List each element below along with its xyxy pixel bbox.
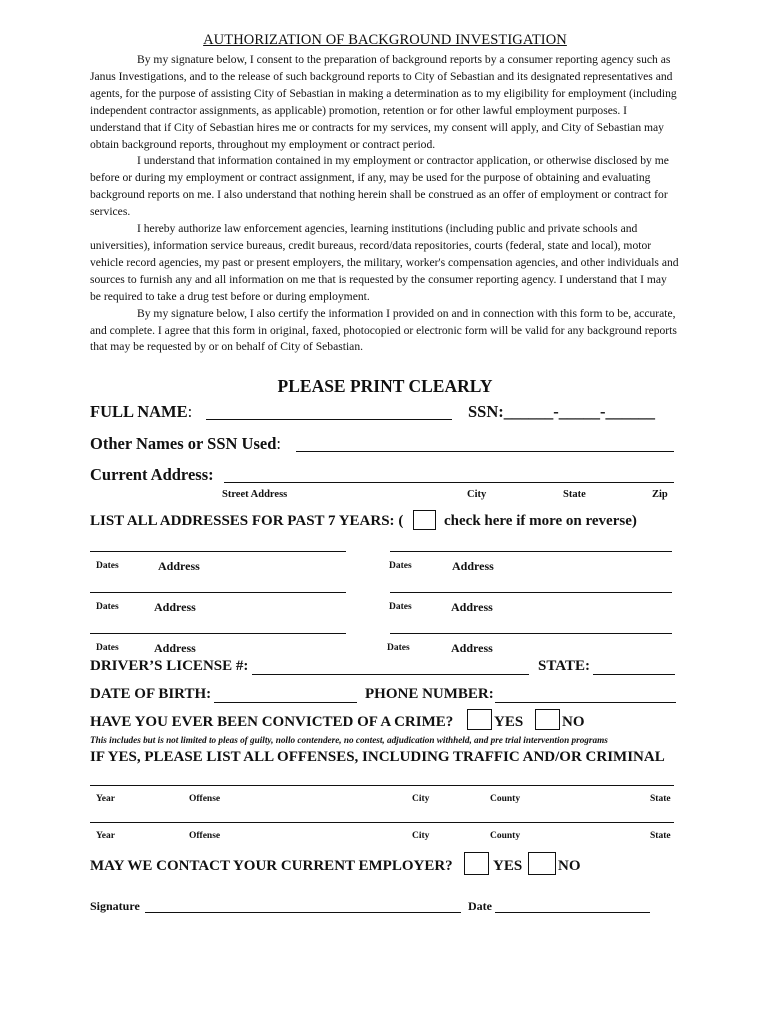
other-names-field[interactable] — [296, 451, 674, 452]
address-caption: Address — [452, 559, 494, 573]
year-caption: Year — [96, 831, 115, 841]
contact-employer-question: MAY WE CONTACT YOUR CURRENT EMPLOYER? — [90, 858, 453, 874]
address-caption: Address — [154, 600, 196, 614]
other-names-label: Other Names or SSN Used: — [90, 434, 281, 453]
dob-label: DATE OF BIRTH: — [90, 686, 212, 702]
contact-yes-checkbox[interactable] — [464, 852, 489, 875]
check-more-label: check here if more on reverse) — [444, 513, 637, 529]
drivers-license-field[interactable] — [252, 674, 529, 675]
phone-field[interactable] — [495, 702, 676, 703]
dob-field[interactable] — [214, 702, 357, 703]
consent-paragraph-1: By my signature below, I consent to the preparation of background reports by a consumer reporting agency such as Janus Investigations, and to the release of such background reports to City of Sebastian and its designated representatives and agents, for the purpose of assisting City of Sebastian in making a determination as to my eligibility for employment (including independent contractor assignments, as applicable) promotion, retention or for other lawful employment purposes. I understand that if City of Sebastian hires me or contracts for my services, my consent will apply, and City of Sebastian may obtain background reports, throughout my employment or contract period. — [90, 53, 677, 151]
address-caption: Address — [158, 559, 200, 573]
form-title: AUTHORIZATION OF BACKGROUND INVESTIGATION — [203, 32, 567, 48]
current-address-field[interactable] — [224, 482, 674, 483]
offense-line-2[interactable] — [90, 822, 674, 823]
current-address-label: Current Address: — [90, 465, 214, 484]
offense-caption: Offense — [189, 831, 221, 841]
address-line-1[interactable] — [90, 551, 346, 552]
convicted-no-checkbox[interactable] — [535, 709, 560, 730]
date-field[interactable] — [495, 912, 650, 913]
county-caption: County — [490, 831, 521, 841]
drivers-license-label: DRIVER’S LICENSE #: — [90, 658, 249, 674]
address-line-5[interactable] — [90, 633, 346, 634]
convicted-question: HAVE YOU EVER BEEN CONVICTED OF A CRIME? — [90, 714, 454, 730]
dates-caption: Dates — [389, 602, 412, 612]
list-addresses-label: LIST ALL ADDRESSES FOR PAST 7 YEARS: ( — [90, 513, 404, 529]
convicted-note: This includes but is not limited to pleas of guilty, nollo contendere, no contest, adjudication withheld, and pre trial intervention programs — [90, 735, 608, 745]
contact-no-checkbox[interactable] — [528, 852, 556, 875]
address-line-6[interactable] — [390, 633, 672, 634]
ssn-label: SSN:______-_____-______ — [468, 402, 656, 421]
address-caption: Address — [451, 641, 493, 655]
offense-line-1[interactable] — [90, 785, 674, 786]
address-caption: Address — [154, 641, 196, 655]
dl-state-label: STATE: — [538, 658, 590, 674]
street-address-caption: Street Address — [222, 489, 288, 500]
state-caption: State — [650, 794, 671, 804]
list-offenses-heading: IF YES, PLEASE LIST ALL OFFENSES, INCLUDING TRAFFIC AND/OR CRIMINAL — [90, 749, 665, 765]
address-line-3[interactable] — [90, 592, 346, 593]
year-caption: Year — [96, 794, 115, 804]
consent-paragraph-3: I hereby authorize law enforcement agencies, learning institutions (including public and private schools and universities), information service bureaus, credit bureaus, record/data repositories, courts (federal, state and local), motor vehicle record agencies, my past or present employers, the military, worker's compensation agencies, and other individuals and sources to furnish any and all information on me that is requested by the consumer reporting agency. I understand that I may be required to take a drug test before or during employment. — [90, 222, 679, 303]
consent-paragraph-4: By my signature below, I also certify the information I provided on and in connection with this form to be, accurate, and complete. I agree that this form in original, faxed, photocopied or electronic form will be valid for any background reports that may be requested by or on behalf of City of Sebastian. — [90, 306, 677, 354]
full-name-field[interactable] — [206, 419, 452, 420]
state-caption: State — [563, 489, 586, 500]
dates-caption: Dates — [96, 643, 119, 653]
city-caption: City — [412, 831, 430, 841]
address-line-2[interactable] — [390, 551, 672, 552]
dates-caption: Dates — [389, 561, 412, 571]
city-caption: City — [412, 794, 430, 804]
state-caption: State — [650, 831, 671, 841]
address-line-4[interactable] — [390, 592, 672, 593]
yes-label: YES — [493, 858, 523, 874]
more-on-reverse-checkbox[interactable] — [413, 510, 436, 530]
dates-caption: Dates — [387, 643, 410, 653]
convicted-yes-checkbox[interactable] — [467, 709, 492, 730]
no-label: NO — [562, 714, 585, 730]
dates-caption: Dates — [96, 602, 119, 612]
dates-caption: Dates — [96, 561, 119, 571]
city-caption: City — [467, 489, 487, 500]
zip-caption: Zip — [652, 489, 668, 500]
no-label: NO — [558, 858, 581, 874]
address-caption: Address — [451, 600, 493, 614]
signature-field[interactable] — [145, 912, 461, 913]
ssn-field[interactable]: ______-_____-______ — [503, 402, 656, 421]
yes-label: YES — [494, 714, 524, 730]
print-clearly-heading: PLEASE PRINT CLEARLY — [277, 376, 493, 396]
signature-label: Signature — [90, 899, 140, 913]
county-caption: County — [490, 794, 521, 804]
dl-state-field[interactable] — [593, 674, 675, 675]
full-name-label: FULL NAME: — [90, 402, 193, 421]
date-label: Date — [468, 899, 492, 913]
offense-caption: Offense — [189, 794, 221, 804]
consent-text — [90, 52, 680, 356]
consent-paragraph-2: I understand that information contained in my employment or contractor application, or otherwise disclosed by me before or during my employment or contract assignment, if any, may be used for the purpose of obtaining and evaluating background reports on me. I also understand that nothing herein shall be construed as an offer of employment or contract for services. — [90, 154, 669, 219]
phone-label: PHONE NUMBER: — [365, 686, 494, 702]
